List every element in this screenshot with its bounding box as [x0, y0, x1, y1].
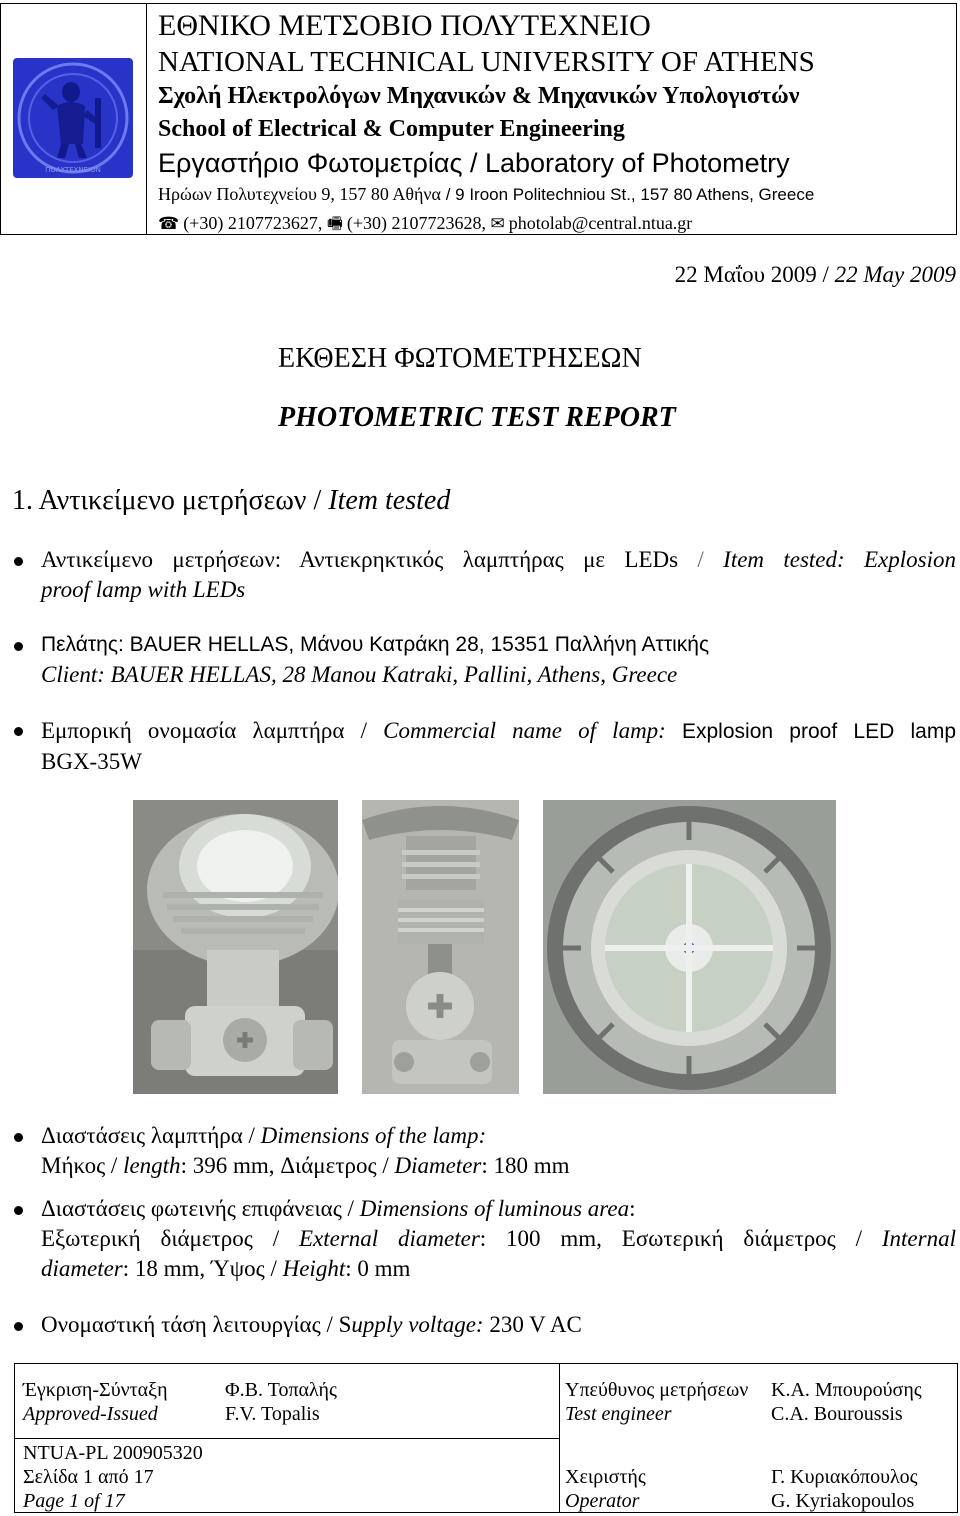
- length-english: length: [123, 1153, 181, 1178]
- dimensions-english: Dimensions of the lamp:: [260, 1123, 487, 1148]
- lamp-photo-side-view: [133, 800, 338, 1094]
- bullet-icon: [12, 1131, 26, 1145]
- height-greek: Ύψος: [210, 1256, 265, 1281]
- phone-number: (+30) 2107723627,: [183, 213, 323, 233]
- report-date: [675, 262, 956, 288]
- contact-line: [158, 209, 953, 238]
- footer-divider: [15, 1438, 559, 1439]
- dimensions-paragraph: [41, 1121, 956, 1181]
- commercial-name-paragraph: [41, 716, 956, 777]
- lamp-photo-top-view: [543, 800, 836, 1094]
- dimensions-line2: Μήκος / length: 396 mm, Διάμετρος / Diameter: 180 mm: [41, 1153, 570, 1178]
- luminous-area-line2: Εξωτερική διάμετρος / External diameter: 100 mm, Εσωτερική διάμετρος / Internal: [41, 1226, 956, 1251]
- bullet-icon: [12, 1204, 26, 1218]
- client-greek: Πελάτης: BAUER HELLAS, Μάνου Κατράκη 28, 15351 Παλλήνη Αττικής: [41, 633, 710, 656]
- school-name-english: School of Electrical & Computer Engineering: [158, 116, 625, 142]
- voltage-greek: Ονομαστική τάση λειτουργίας: [41, 1312, 321, 1337]
- test-engineer-label-english: Test engineer: [565, 1403, 672, 1425]
- voltage-separator: / S: [320, 1312, 352, 1337]
- item-tested-paragraph: [41, 545, 956, 605]
- length-greek: Μήκος: [41, 1153, 106, 1178]
- commercial-name-separator: /: [344, 718, 384, 743]
- logo-cell: [1, 4, 147, 234]
- section-title-greek: Αντικείμενο μετρήσεων: [38, 485, 307, 516]
- school-name-greek: Σχολή Ηλεκτρολόγων Μηχανικών & Μηχανικών Υπολογιστών: [158, 83, 800, 109]
- svg-text:ΠΟΛΥΤΕΧΝΕΙΟΝ: ΠΟΛΥΤΕΧΝΕΙΟΝ: [45, 166, 101, 174]
- internal-diameter-greek: Εσωτερική διάμετρος: [621, 1226, 836, 1251]
- section-heading: [12, 485, 450, 517]
- dimensions-separator: /: [242, 1123, 261, 1148]
- test-engineer-name-greek: Κ.Α. Μπουρούσης: [771, 1379, 922, 1401]
- section-title-separator: /: [306, 485, 329, 516]
- bullet-icon: [12, 1320, 26, 1334]
- luminous-area-line3: diameter: 18 mm, Ύψος / Height: 0 mm: [41, 1256, 411, 1281]
- document-id: NTUA-PL 200905320: [23, 1442, 203, 1464]
- operator-name-english: G. Kyriakopoulos: [771, 1490, 915, 1512]
- laboratory-name: Εργαστήριο Φωτομετρίας / Laboratory of Photometry: [158, 148, 790, 178]
- luminous-area-english: Dimensions of luminous area: [359, 1196, 630, 1221]
- section-number: 1.: [12, 485, 33, 516]
- operator-label-english: Operator: [565, 1490, 640, 1512]
- bullet-icon: [12, 640, 26, 654]
- bullet-icon: [12, 555, 26, 569]
- internal-diameter-english: Internal: [881, 1226, 956, 1251]
- phone-icon: ☎: [158, 214, 180, 233]
- approver-name-greek: Φ.Β. Τοπαλής: [225, 1379, 337, 1401]
- item-tested-line1: [41, 545, 956, 575]
- address-line: [158, 180, 953, 209]
- item-tested-greek: Αντικείμενο μετρήσεων: Αντιεκρηκτικός λαμπτήρας με LEDs: [41, 547, 679, 572]
- height-value: : 0 mm: [345, 1256, 411, 1281]
- internal-diameter-english-cont: diameter: [41, 1256, 123, 1281]
- diameter-greek: Διάμετρος: [280, 1153, 377, 1178]
- fax-icon: 🖷: [326, 214, 343, 233]
- client-english-text: Client: BAUER HELLAS, 28 Manou Katraki, Pallini, Athens, Greece: [41, 662, 678, 687]
- dimensions-line1: [41, 1121, 956, 1151]
- commercial-name-value: Explosion proof LED lamp: [682, 720, 957, 743]
- external-diameter-value: : 100 mm,: [479, 1226, 602, 1251]
- university-name-english: NATIONAL TECHNICAL UNIVERSITY OF ATHENS: [158, 46, 815, 78]
- luminous-area-separator: /: [341, 1196, 360, 1221]
- client-paragraph: [41, 630, 956, 690]
- item-tested-separator: /: [678, 547, 724, 572]
- test-engineer-name-english: C.A. Bouroussis: [771, 1403, 903, 1425]
- address-english: 9 Iroon Politechniou St., 157 80 Athens, Greece: [455, 185, 815, 204]
- operator-label-greek: Χειριστής: [565, 1466, 646, 1488]
- luminous-area-paragraph: [41, 1194, 956, 1284]
- external-diameter-greek: Εξωτερική διάμετρος: [41, 1226, 253, 1251]
- dimensions-greek: Διαστάσεις λαμπτήρα: [41, 1123, 243, 1148]
- letterhead: [0, 3, 957, 235]
- footer-signature-table: [14, 1363, 958, 1513]
- commercial-name-model: BGX-35W: [41, 749, 142, 774]
- test-engineer-label-greek: Υπεύθυνος μετρήσεων: [565, 1379, 749, 1401]
- operator-name-greek: Γ. Κυριακόπουλος: [771, 1466, 918, 1488]
- address-separator: /: [440, 185, 456, 204]
- letterhead-text: [158, 8, 953, 238]
- length-value: : 396 mm,: [180, 1153, 281, 1178]
- height-english: Height: [282, 1256, 346, 1281]
- luminous-area-colon: :: [629, 1196, 636, 1221]
- page-number-english: Page 1 of 17: [23, 1490, 125, 1512]
- date-greek: 22 Μαΐου 2009: [674, 262, 817, 287]
- internal-diameter-value: : 18 mm,: [122, 1256, 211, 1281]
- address-greek: Ηρώων Πολυτεχνείου 9, 157 80 Αθήνα: [158, 184, 441, 204]
- fax-number: (+30) 2107723628,: [346, 213, 487, 233]
- page-number-greek: Σελίδα 1 από 17: [23, 1466, 154, 1488]
- bullet-icon: [12, 725, 26, 739]
- email-icon: ✉: [490, 214, 505, 233]
- item-tested-english-cont: proof lamp with LEDs: [41, 577, 246, 602]
- date-separator: /: [816, 262, 835, 287]
- voltage-value: 230 V AC: [483, 1312, 582, 1337]
- voltage-english: upply voltage:: [351, 1312, 484, 1337]
- university-logo: [13, 58, 133, 178]
- university-name-greek: ΕΘΝΙΚΟ ΜΕΤΣΟΒΙΟ ΠΟΛΥΤΕΧΝΕΙΟ: [158, 9, 651, 42]
- report-title-english: PHOTOMETRIC TEST REPORT: [278, 402, 676, 433]
- lamp-photo-front-view: [362, 800, 519, 1094]
- approved-label-english: Approved-Issued: [23, 1403, 158, 1425]
- report-title-greek: ΕΚΘΕΣΗ ΦΩΤΟΜΕΤΡΗΣΕΩΝ: [278, 343, 642, 374]
- commercial-name-english: Commercial name of lamp:: [383, 718, 666, 743]
- commercial-name-greek: Εμπορική ονομασία λαμπτήρα: [41, 718, 345, 743]
- external-diameter-english: External diameter: [298, 1226, 480, 1251]
- section-title-english: Item tested: [328, 485, 451, 516]
- email-address[interactable]: photolab@central.ntua.gr: [508, 213, 693, 233]
- luminous-area-line1: [41, 1194, 956, 1224]
- date-english: 22 May 2009: [834, 262, 956, 287]
- voltage-paragraph: [41, 1310, 956, 1340]
- item-tested-english: Item tested: Explosion: [723, 547, 956, 572]
- footer-divider: [559, 1364, 560, 1512]
- approver-name-english: F.V. Topalis: [225, 1403, 320, 1425]
- luminous-area-greek: Διαστάσεις φωτεινής επιφάνειας: [41, 1196, 342, 1221]
- client-english: [41, 660, 956, 690]
- approved-label-greek: Έγκριση-Σύνταξη: [23, 1379, 168, 1401]
- item-tested-line2: [41, 575, 956, 605]
- diameter-english: Diameter: [394, 1153, 482, 1178]
- commercial-name-line1: [41, 716, 956, 747]
- diameter-value: : 180 mm: [481, 1153, 570, 1178]
